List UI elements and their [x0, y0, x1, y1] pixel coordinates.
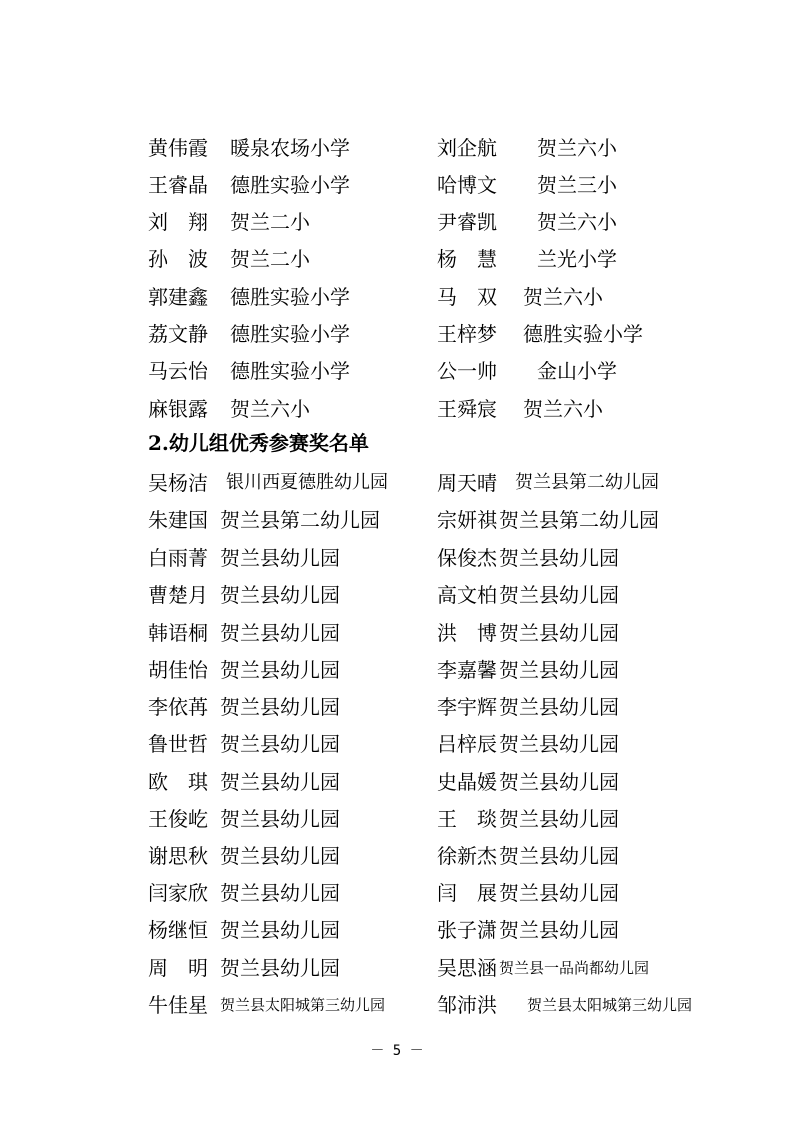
person-name: 公一帅: [437, 359, 497, 383]
person-name: 王舜宸: [437, 397, 497, 421]
person-name: 胡佳怡: [148, 658, 208, 682]
school-name: 贺兰县幼儿园: [220, 956, 340, 980]
person-name: 王 琰: [437, 807, 497, 831]
school-name: 贺兰县幼儿园: [220, 546, 340, 570]
person-name: 吴思涵: [437, 956, 497, 980]
person-name: 吴杨洁: [148, 471, 208, 495]
school-name: 贺兰县第二幼儿园: [499, 508, 659, 532]
school-name: 贺兰六小: [523, 285, 603, 309]
person-name: 宗妍祺: [437, 508, 497, 532]
school-name: 贺兰县太阳城第三幼儿园: [527, 996, 693, 1014]
person-name: 刘企航: [437, 136, 497, 160]
school-name: 贺兰县幼儿园: [220, 621, 340, 645]
person-name: 马 双: [437, 285, 497, 309]
school-name: 贺兰县幼儿园: [220, 918, 340, 942]
school-name: 德胜实验小学: [230, 173, 350, 197]
school-name: 贺兰县幼儿园: [499, 658, 619, 682]
section-heading: 2.幼儿组优秀参赛奖名单: [148, 431, 369, 455]
person-name: 周天晴: [437, 471, 497, 495]
person-name: 尹睿凯: [437, 210, 497, 234]
person-name: 闫 展: [437, 881, 497, 905]
person-name: 鲁世哲: [148, 732, 208, 756]
person-name: 王睿晶: [148, 173, 208, 197]
school-name: 贺兰六小: [537, 136, 617, 160]
person-name: 周 明: [148, 956, 208, 980]
person-name: 李依苒: [148, 695, 208, 719]
school-name: 德胜实验小学: [523, 322, 643, 346]
school-name: 德胜实验小学: [230, 359, 350, 383]
person-name: 杨 慧: [437, 247, 497, 271]
person-name: 保俊杰: [437, 546, 497, 570]
person-name: 欧 琪: [148, 770, 208, 794]
school-name: 贺兰县幼儿园: [499, 621, 619, 645]
school-name: 贺兰县幼儿园: [220, 844, 340, 868]
person-name: 杨继恒: [148, 918, 208, 942]
school-name: 贺兰县第二幼儿园: [515, 472, 659, 493]
person-name: 王梓梦: [437, 322, 497, 346]
school-name: 贺兰六小: [230, 397, 310, 421]
person-name: 史晶媛: [437, 770, 497, 794]
person-name: 郭建鑫: [148, 285, 208, 309]
school-name: 贺兰县幼儿园: [499, 807, 619, 831]
school-name: 贺兰县幼儿园: [499, 844, 619, 868]
school-name: 兰光小学: [537, 247, 617, 271]
person-name: 白雨菁: [148, 546, 208, 570]
person-name: 闫家欣: [148, 881, 208, 905]
school-name: 德胜实验小学: [230, 322, 350, 346]
school-name: 贺兰县一品尚都幼儿园: [499, 959, 650, 977]
school-name: 贺兰县第二幼儿园: [220, 508, 380, 532]
school-name: 贺兰六小: [523, 397, 603, 421]
person-name: 韩语桐: [148, 621, 208, 645]
school-name: 贺兰县幼儿园: [499, 546, 619, 570]
school-name: 贺兰二小: [230, 247, 310, 271]
person-name: 谢思秋: [148, 844, 208, 868]
school-name: 金山小学: [537, 359, 617, 383]
school-name: 贺兰三小: [537, 173, 617, 197]
school-name: 贺兰六小: [537, 210, 617, 234]
school-name: 贺兰县幼儿园: [499, 770, 619, 794]
school-name: 贺兰县幼儿园: [220, 770, 340, 794]
school-name: 贺兰二小: [230, 210, 310, 234]
person-name: 刘 翔: [148, 210, 208, 234]
person-name: 邹沛洪: [437, 993, 497, 1017]
school-name: 贺兰县幼儿园: [220, 807, 340, 831]
school-name: 贺兰县幼儿园: [220, 583, 340, 607]
school-name: 贺兰县幼儿园: [220, 881, 340, 905]
person-name: 李嘉馨: [437, 658, 497, 682]
person-name: 朱建国: [148, 508, 208, 532]
school-name: 贺兰县幼儿园: [499, 881, 619, 905]
person-name: 洪 博: [437, 621, 497, 645]
person-name: 张子潇: [437, 918, 497, 942]
school-name: 银川西夏德胜幼儿园: [226, 472, 388, 493]
person-name: 高文柏: [437, 583, 497, 607]
person-name: 麻银露: [148, 397, 208, 421]
person-name: 哈博文: [437, 173, 497, 197]
person-name: 马云怡: [148, 359, 208, 383]
person-name: 李宇辉: [437, 695, 497, 719]
school-name: 贺兰县幼儿园: [220, 732, 340, 756]
person-name: 徐新杰: [437, 844, 497, 868]
school-name: 德胜实验小学: [230, 285, 350, 309]
person-name: 吕梓辰: [437, 732, 497, 756]
school-name: 暖泉农场小学: [230, 136, 350, 160]
page-number: － 5 －: [370, 1043, 424, 1059]
school-name: 贺兰县幼儿园: [499, 695, 619, 719]
school-name: 贺兰县太阳城第三幼儿园: [220, 996, 386, 1014]
person-name: 孙 波: [148, 247, 208, 271]
school-name: 贺兰县幼儿园: [499, 732, 619, 756]
person-name: 王俊屹: [148, 807, 208, 831]
person-name: 牛佳星: [148, 993, 208, 1017]
person-name: 黄伟霞: [148, 136, 208, 160]
person-name: 荔文静: [148, 322, 208, 346]
school-name: 贺兰县幼儿园: [499, 583, 619, 607]
school-name: 贺兰县幼儿园: [220, 695, 340, 719]
person-name: 曹楚月: [148, 583, 208, 607]
school-name: 贺兰县幼儿园: [499, 918, 619, 942]
school-name: 贺兰县幼儿园: [220, 658, 340, 682]
